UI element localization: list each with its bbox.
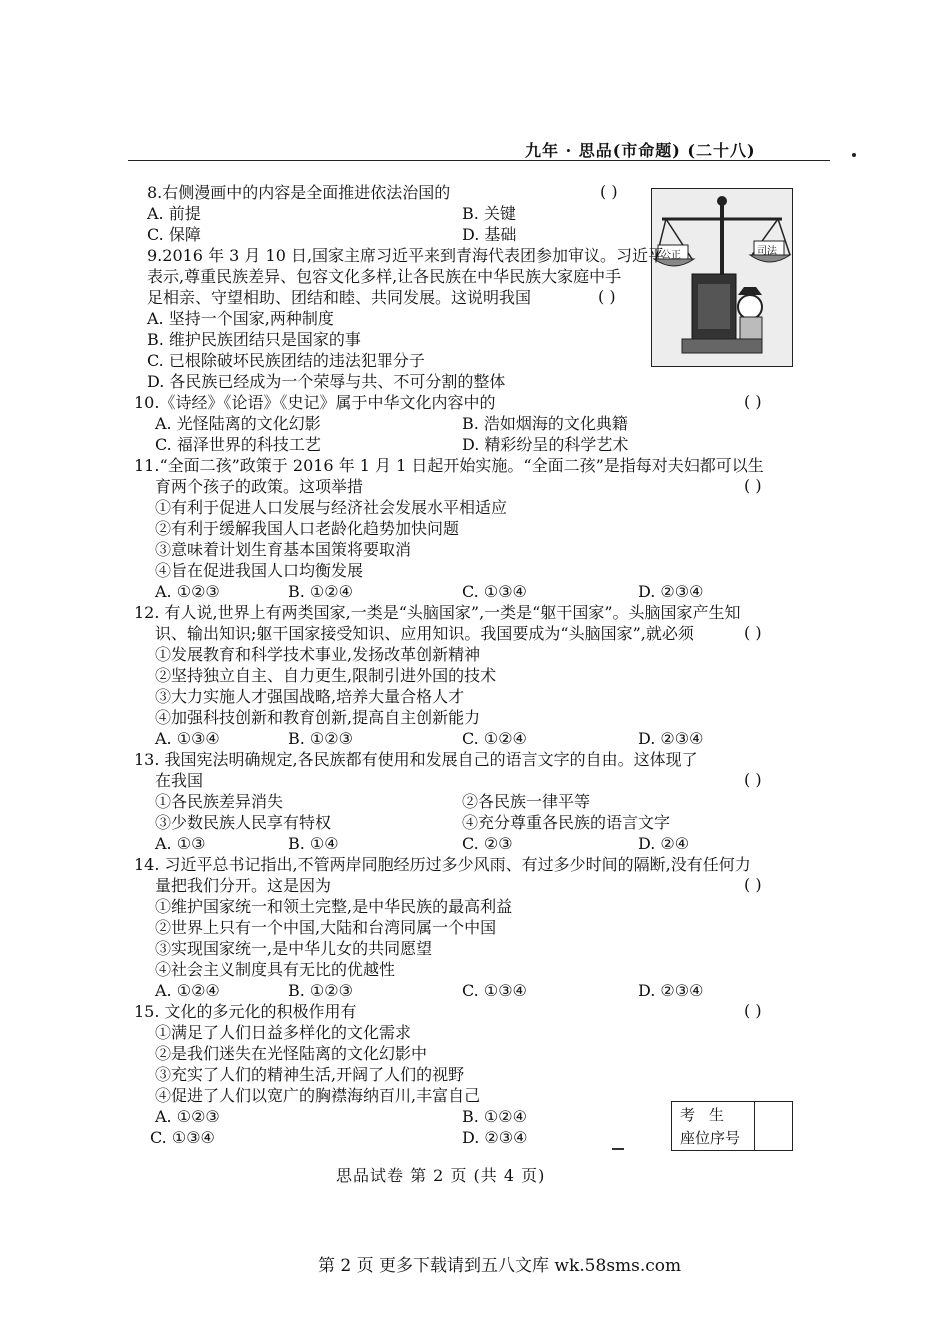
- question-9-option-a: A. 坚持一个国家,两种制度: [147, 309, 334, 328]
- question-12-stem-line-1: 12. 有人说,世界上有两类国家,一类是“头脑国家”,一类是“躯干国家”。头脑国家产生知: [134, 603, 741, 622]
- cartoon-label-right: 司法: [757, 246, 777, 257]
- question-9-stem-line-1: 9.2016 年 3 月 10 日,国家主席习近平来到青海代表团参加审议。习近平: [147, 246, 665, 265]
- header-rule: [128, 160, 830, 161]
- question-15-item-3: ③充实了人们的精神生活,开阔了人们的视野: [155, 1065, 465, 1084]
- question-12-item-2: ②坚持独立自主、自力更生,限制引进外国的技术: [155, 666, 497, 685]
- question-11-option-a: A. ①②③: [155, 582, 220, 601]
- question-15-option-b: B. ①②④: [462, 1107, 527, 1126]
- question-11-item-1: ①有利于促进人口发展与经济社会发展水平相适应: [155, 498, 508, 517]
- question-9-option-d: D. 各民族已经成为一个荣辱与共、不可分割的整体: [147, 372, 506, 391]
- question-13-stem-line-2: 在我国: [155, 771, 204, 790]
- question-11-stem-line-1: 11.“全面二孩”政策于 2016 年 1 月 1 日起开始实施。“全面二孩”是指每对夫妇都可以生: [134, 456, 764, 475]
- question-9-option-b: B. 维护民族团结只是国家的事: [147, 330, 361, 349]
- question-12-option-a: A. ①③④: [155, 729, 220, 748]
- question-12-answer-paren: ( ): [744, 623, 762, 642]
- question-11-option-d: D. ②③④: [638, 582, 704, 601]
- question-12-option-c: C. ①②④: [462, 729, 527, 748]
- question-10-stem: 10.《诗经》《论语》《史记》属于中华文化内容中的: [134, 393, 496, 412]
- question-11-option-c: C. ①③④: [462, 582, 527, 601]
- seat-number-box: [671, 1101, 793, 1151]
- question-13-item-1: ①各民族差异消失: [155, 792, 284, 811]
- question-14-item-4: ④社会主义制度具有无比的优越性: [155, 960, 396, 979]
- question-14-answer-paren: ( ): [744, 875, 762, 894]
- question-11-item-4: ④旨在促进我国人口均衡发展: [155, 561, 364, 580]
- question-15-item-2: ②是我们迷失在光怪陆离的文化幻影中: [155, 1044, 428, 1063]
- question-14-item-2: ②世界上只有一个中国,大陆和台湾同属一个中国: [155, 918, 497, 937]
- question-8-option-c: C. 保障: [147, 225, 201, 244]
- cartoon-illustration: [651, 188, 793, 367]
- question-11-item-3: ③意味着计划生育基本国策将要取消: [155, 540, 412, 559]
- question-13-answer-paren: ( ): [744, 770, 762, 789]
- question-10-option-b: B. 浩如烟海的文化典籍: [462, 414, 628, 433]
- question-15-option-c: C. ①③④: [150, 1128, 215, 1147]
- question-10-answer-paren: ( ): [744, 392, 762, 411]
- question-9-stem-line-2: 表示,尊重民族差异、包容文化多样,让各民族在中华民族大家庭中手: [147, 267, 622, 286]
- question-10-option-c: C. 福泽世界的科技工艺: [155, 435, 321, 454]
- question-15-option-a: A. ①②③: [155, 1107, 220, 1126]
- question-15-answer-paren: ( ): [744, 1001, 762, 1020]
- question-8-option-a: A. 前提: [147, 204, 201, 223]
- question-12-option-b: B. ①②③: [288, 729, 353, 748]
- question-12-option-d: D. ②③④: [638, 729, 704, 748]
- question-14-option-a: A. ①②④: [155, 981, 220, 1000]
- scan-mark: [612, 1148, 624, 1150]
- question-13-option-c: C. ②③: [462, 834, 513, 853]
- question-14-option-c: C. ①③④: [462, 981, 527, 1000]
- question-14-stem-line-1: 14. 习近平总书记指出,不管两岸同胞经历过多少风雨、有过多少时间的隔断,没有任何力: [134, 855, 751, 874]
- question-13-stem-line-1: 13. 我国宪法明确规定,各民族都有使用和发展自己的语言文字的自由。这体现了: [134, 750, 698, 769]
- question-11-item-2: ②有利于缓解我国人口老龄化趋势加快问题: [155, 519, 460, 538]
- question-8-stem: 8.右侧漫画中的内容是全面推进依法治国的: [147, 183, 451, 202]
- question-14-stem-line-2: 量把我们分开。这是因为: [155, 876, 332, 895]
- question-15-option-d: D. ②③④: [462, 1128, 528, 1147]
- question-12-item-4: ④加强科技创新和教育创新,提高自主创新能力: [155, 708, 481, 727]
- question-11-option-b: B. ①②④: [288, 582, 353, 601]
- page-header: 九年 · 思品(市命题) (二十八): [525, 141, 756, 160]
- question-15-item-4: ④促进了人们以宽广的胸襟海纳百川,丰富自己: [155, 1086, 481, 1105]
- question-15-stem: 15. 文化的多元化的积极作用有: [134, 1002, 357, 1021]
- seat-label-line-1: 考生: [680, 1106, 739, 1124]
- question-8-option-d: D. 基础: [462, 225, 517, 244]
- seat-label-line-2: 座位序号: [680, 1129, 741, 1147]
- question-10-option-d: D. 精彩纷呈的科学艺术: [462, 435, 629, 454]
- question-12-item-1: ①发展教育和科学技术事业,发扬改革创新精神: [155, 645, 481, 664]
- question-13-item-2: ②各民族一律平等: [462, 792, 591, 811]
- question-13-option-d: D. ②④: [638, 834, 690, 853]
- cartoon-label-left: 公正: [661, 250, 681, 261]
- question-11-answer-paren: ( ): [744, 476, 762, 495]
- question-15-item-1: ①满足了人们日益多样化的文化需求: [155, 1023, 412, 1042]
- question-9-stem-line-3: 足相亲、守望相助、团结和睦、共同发展。这说明我国: [147, 288, 532, 307]
- question-14-item-1: ①维护国家统一和领土完整,是中华民族的最高利益: [155, 897, 513, 916]
- question-13-item-4: ④充分尊重各民族的语言文字: [462, 813, 671, 832]
- scales-cartoon-icon: [652, 189, 792, 366]
- question-13-option-a: A. ①③: [155, 834, 206, 853]
- question-13-item-3: ③少数民族人民享有特权: [155, 813, 332, 832]
- question-8-answer-paren: ( ): [600, 182, 618, 201]
- question-13-option-b: B. ①④: [288, 834, 339, 853]
- question-12-item-3: ③大力实施人才强国战略,培养大量合格人才: [155, 687, 465, 706]
- question-14-option-d: D. ②③④: [638, 981, 704, 1000]
- question-11-stem-line-2: 育两个孩子的政策。这项举措: [155, 477, 364, 496]
- question-8-option-b: B. 关键: [462, 204, 516, 223]
- question-14-item-3: ③实现国家统一,是中华儿女的共同愿望: [155, 939, 433, 958]
- question-9-option-c: C. 已根除破坏民族团结的违法犯罪分子: [147, 351, 425, 370]
- question-10-option-a: A. 光怪陆离的文化幻影: [155, 414, 321, 433]
- scan-dot: [852, 153, 856, 157]
- question-12-stem-line-2: 识、输出知识;躯干国家接受知识、应用知识。我国要成为“头脑国家”,就必须: [155, 624, 694, 643]
- question-9-answer-paren: ( ): [598, 287, 616, 306]
- question-14-option-b: B. ①②③: [288, 981, 353, 1000]
- download-note: 第 2 页 更多下载请到五八文库 wk.58sms.com: [318, 1256, 682, 1276]
- page-footer: 思品试卷 第 2 页 (共 4 页): [336, 1166, 546, 1185]
- seat-number-label-cell: [672, 1102, 755, 1150]
